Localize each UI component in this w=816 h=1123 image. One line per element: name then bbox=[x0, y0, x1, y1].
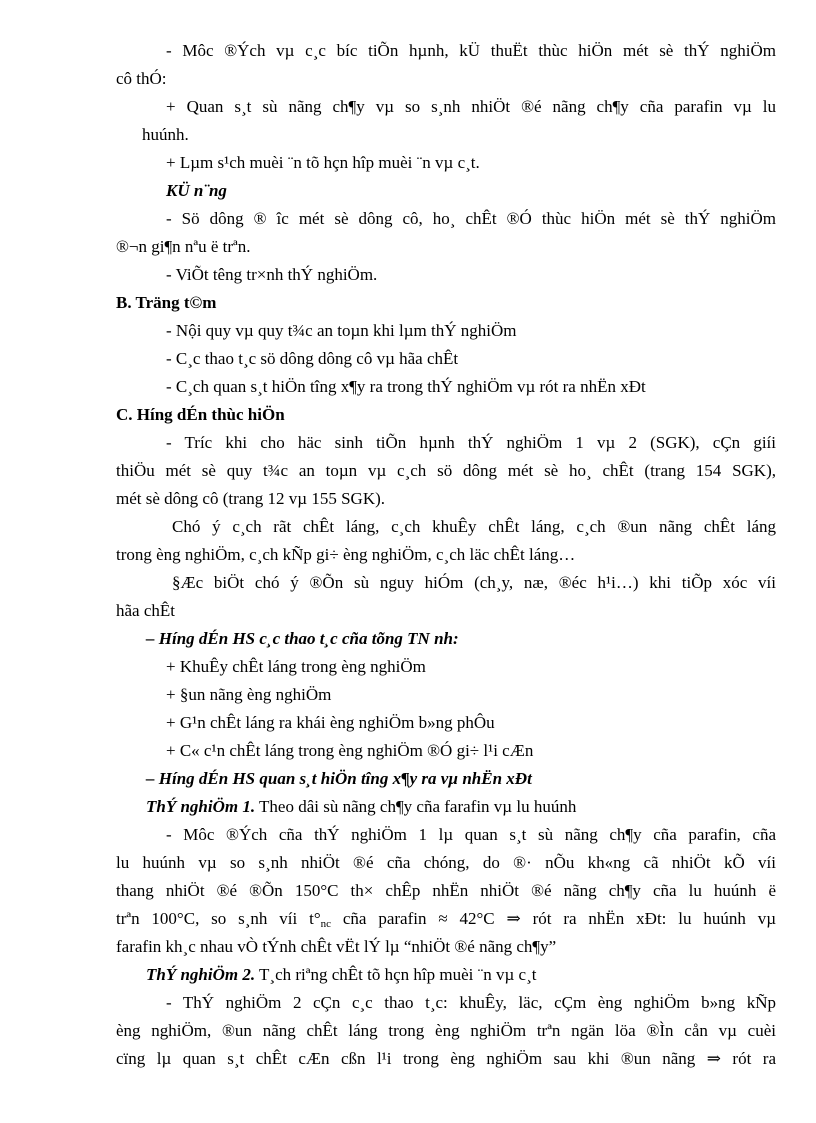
text-line: mét sè dông cô (trang 12 vµ 155 SGK). bbox=[116, 489, 386, 508]
text-fragment: cña parafin ≈ 42°C ⇒ rót ra nhËn xÐt: lu huúnh vµ bbox=[331, 909, 776, 928]
text-line: §Æc biÖt chó ý ®Õn sù nguy hiÓm (ch¸y, næ, ®éc h¹i…) khi tiÕp xóc víi bbox=[172, 573, 776, 592]
text-line: cô thÓ: bbox=[116, 69, 167, 88]
text-line: - C¸ch quan s¸t hiÖn tîng x¶y ra trong thÝ nghiÖm vµ rót ra nhËn xÐt bbox=[166, 377, 646, 396]
text-line: + Quan s¸t sù nãng ch¶y vµ so s¸nh nhiÖt ®é nãng ch¶y cña parafin vµ lu bbox=[166, 97, 776, 116]
text-line: thang nhiÖt ®é ®Õn 150°C th× chÊp nhËn nhiÖt ®é nãng ch¶y cña lu huúnh ë bbox=[116, 881, 776, 900]
text-line: - ThÝ nghiÖm 2 cÇn c¸c thao t¸c: khuÊy, läc, cÇm èng nghiÖm b»ng kÑp bbox=[166, 993, 776, 1012]
text-line: - Môc ®Ých cña thÝ nghiÖm 1 lµ quan s¸t sù nãng ch¶y cña parafin, cña bbox=[166, 825, 776, 844]
text-line: Chó ý c¸ch rãt chÊt láng, c¸ch khuÊy chÊt láng, c¸ch ®un nãng chÊt láng bbox=[172, 517, 776, 536]
experiment-1-heading bbox=[116, 796, 776, 822]
text-line: - C¸c thao t¸c sö dông dông cô vµ hãa chÊt bbox=[166, 349, 459, 368]
text-line: trong èng nghiÖm, c¸ch kÑp gi÷ èng nghiÖm, c¸ch läc chÊt láng… bbox=[116, 545, 576, 564]
text-line: + Lµm s¹ch muèi ¨n tõ hçn hîp muèi ¨n vµ c¸t. bbox=[166, 153, 480, 172]
text-line: - ViÕt têng tr×nh thÝ nghiÖm. bbox=[166, 265, 378, 284]
text-line: èng nghiÖm, ®un nãng chÊt láng trong èng nghiÖm trªn ngän löa ®Ìn cån vµ cuèi bbox=[116, 1021, 776, 1040]
text-line: + C« c¹n chÊt láng trong èng nghiÖm ®Ó gi÷ l¹i cÆn bbox=[166, 741, 534, 760]
experiment-2-heading bbox=[116, 964, 776, 990]
section-heading: B. Träng t©m bbox=[116, 293, 217, 312]
text-line: huúnh. bbox=[142, 125, 189, 144]
text-line: ®¬n gi¶n nªu ë trªn. bbox=[116, 237, 251, 256]
experiment-1-title: Theo dâi sù nãng ch¶y cña farafin vµ lu huúnh bbox=[255, 797, 577, 816]
text-line: + KhuÊy chÊt láng trong èng nghiÖm bbox=[166, 657, 426, 676]
text-fragment: trªn 100°C, so s¸nh víi t° bbox=[116, 909, 321, 928]
text-line: + §un nãng èng nghiÖm bbox=[166, 685, 332, 704]
text-line: cïng lµ quan s¸t chÊt cÆn cßn l¹i trong èng nghiÖm sau khi ®un nãng ⇒ rót ra bbox=[116, 1049, 776, 1068]
subscript: nc bbox=[320, 918, 332, 930]
text-line: hãa chÊt bbox=[116, 601, 175, 620]
experiment-2-label: ThÝ nghiÖm 2. bbox=[146, 965, 256, 984]
subsection-heading: – Híng dÉn HS c¸c thao t¸c cña tõng TN nh: bbox=[146, 629, 459, 648]
text-line: farafin kh¸c nhau vÒ tÝnh chÊt vËt lÝ lµ “nhiÖt ®é nãng ch¶y” bbox=[116, 937, 557, 956]
section-heading: C. Híng dÉn thùc hiÖn bbox=[116, 405, 285, 424]
experiment-1-label: ThÝ nghiÖm 1. bbox=[146, 797, 256, 816]
text-line bbox=[116, 908, 776, 934]
subsection-heading: – Híng dÉn HS quan s¸t hiÖn tîng x¶y ra vµ nhËn xÐt bbox=[146, 769, 532, 788]
text-line: - Tríc khi cho häc sinh tiÕn hµnh thÝ nghiÖm 1 vµ 2 (SGK), cÇn giíi bbox=[166, 433, 776, 452]
text-line: - Sö dông ® îc mét sè dông cô, ho¸ chÊt ®Ó thùc hiÖn mét sè thÝ nghiÖm bbox=[166, 209, 776, 228]
text-line: + G¹n chÊt láng ra khái èng nghiÖm b»ng phÔu bbox=[166, 713, 495, 732]
text-line: thiÖu mét sè quy t¾c an toµn vµ c¸ch sö dông mét sè ho¸ chÊt (trang 154 SGK), bbox=[116, 461, 776, 480]
text-line: - Nội quy vµ quy t¾c an toµn khi lµm thÝ nghiÖm bbox=[166, 321, 517, 340]
text-line: lu huúnh vµ so s¸nh nhiÖt ®é cña chóng, do ®· nÕu kh«ng cã nhiÖt kÕ víi bbox=[116, 853, 776, 872]
section-heading: KÜ n¨ng bbox=[166, 181, 227, 200]
experiment-2-title: T¸ch riªng chÊt tõ hçn hîp muèi ¨n vµ c¸t bbox=[255, 965, 537, 984]
text-line: - Môc ®Ých vµ c¸c bíc tiÕn hµnh, kÜ thuËt thùc hiÖn mét sè thÝ nghiÖm bbox=[166, 41, 776, 60]
